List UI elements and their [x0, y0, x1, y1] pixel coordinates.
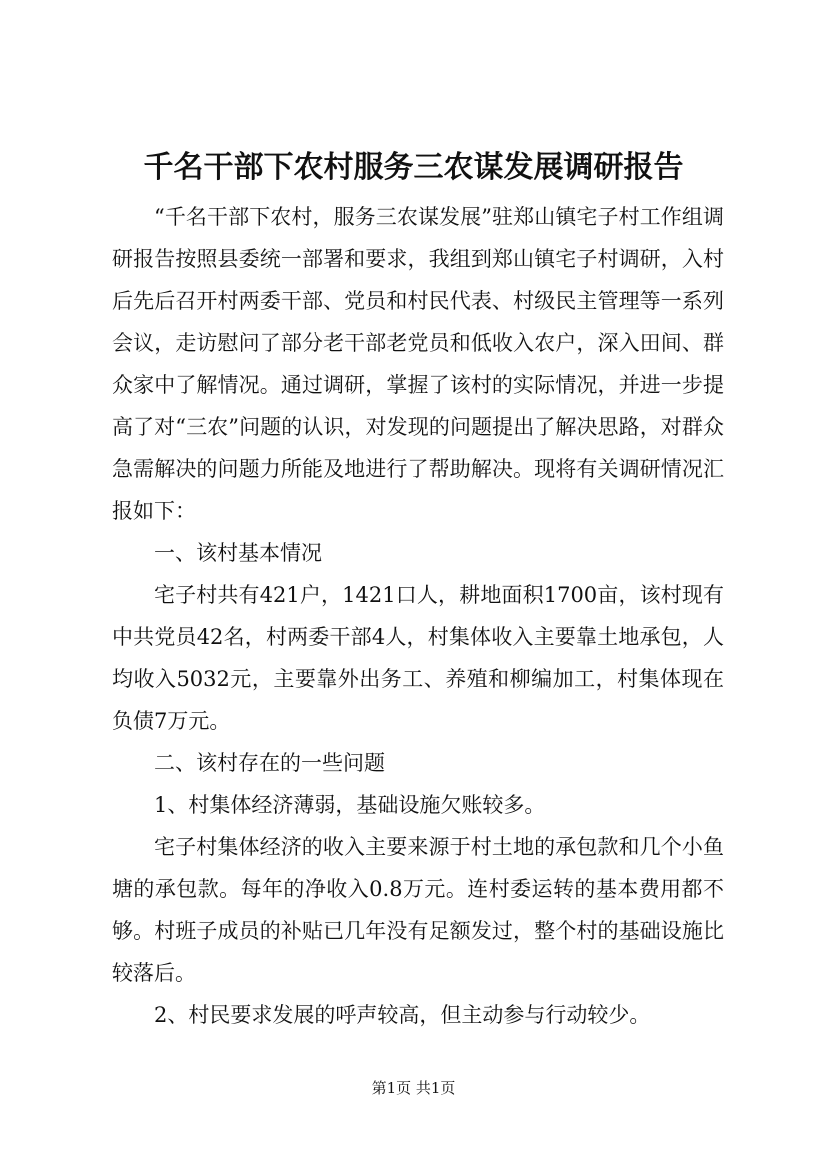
- section-heading-2: 二、该村存在的一些问题: [154, 751, 385, 775]
- problem-paragraph-1: 宅子村集体经济的收入主要来源于村土地的承包款和几个小鱼塘的承包款。每年的净收入0.8万元。连村委运转的基本费用都不够。村班子成员的补贴已几年没有足额发过，整个村的基础设施比较落后。: [112, 835, 724, 985]
- document-body: [112, 196, 724, 1036]
- document-title: 千名干部下农村服务三农谋发展调研报告: [143, 150, 684, 185]
- problem-heading-1: 1、村集体经济薄弱，基础设施欠账较多。: [154, 793, 546, 817]
- page-footer: 第1页 共1页: [371, 1079, 456, 1097]
- problem-heading-2: 2、村民要求发展的呼声较高，但主动参与行动较少。: [154, 1003, 651, 1027]
- intro-paragraph: “千名干部下农村，服务三农谋发展”驻郑山镇宅子村工作组调研报告按照县委统一部署和要求，我组到郑山镇宅子村调研，入村后先后召开村两委干部、党员和村民代表、村级民主管理等一系列会议，走访慰问了部分老干部老党员和低收入农户，深入田间、群众家中了解情况。通过调研，掌握了该村的实际情况，并进一步提高了对“三农”问题的认识，对发现的问题提出了解决思路，对群众急需解决的问题力所能及地进行了帮助解决。现将有关调研情况汇报如下：: [112, 205, 724, 523]
- section-heading-1: 一、该村基本情况: [154, 541, 322, 565]
- basic-info-paragraph: 宅子村共有421户，1421口人，耕地面积1700亩，该村现有中共党员42名，村两委干部4人，村集体收入主要靠土地承包，人均收入5032元，主要靠外出务工、养殖和柳编加工，村集体现在负债7万元。: [112, 583, 724, 733]
